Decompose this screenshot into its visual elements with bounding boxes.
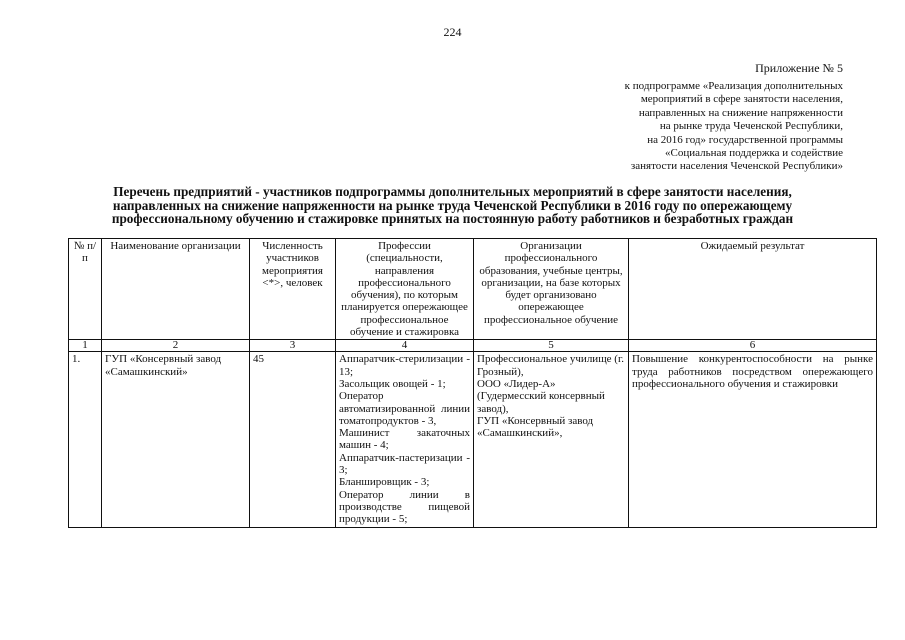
row-professions: [336, 352, 474, 527]
header-organization: Наименование организации: [102, 239, 250, 340]
row-num: 1.: [69, 352, 102, 527]
appendix-title: Приложение № 5: [755, 61, 843, 75]
appendix-subtitle-line: на 2016 год» государственной программы: [647, 133, 843, 146]
column-number: 2: [102, 340, 250, 352]
row-participants: 45: [250, 352, 336, 527]
appendix-subtitle: [513, 80, 843, 174]
table-header-row: [69, 239, 877, 340]
training-org-item: ГУП «Консервный завод «Самашкинский»,: [477, 414, 594, 440]
heading-line: направленных на снижение напряженности на рынке труда Чеченской Республики в 2016 году по опережающему: [112, 197, 793, 213]
profession-item: Аппаратчик-стерилизации - 13;: [339, 353, 470, 378]
appendix-subtitle-line: занятости населения Чеченской Республики»: [630, 160, 843, 173]
appendix-subtitle-line: мероприятий в сфере занятости населения,: [640, 93, 843, 106]
column-number: 1: [69, 340, 102, 352]
header-professions: Профессии (специальности, направления профессионального обучения), по которым планируется опережающее профессиональное обучение и стажировка: [336, 239, 474, 340]
column-number: 4: [336, 340, 474, 352]
page-number: 224: [443, 25, 462, 39]
table-row: [69, 352, 877, 527]
profession-item: Оператор линии в производстве пищевой продукции - 5;: [339, 488, 470, 526]
column-number: 5: [474, 340, 629, 352]
appendix-subtitle-line: к подпрограмме «Реализация дополнительных: [624, 80, 843, 92]
appendix-subtitle-line: направленных на снижение напряженности: [638, 106, 843, 119]
training-org-item: ООО «Лидер-А» (Гудермесский консервный завод),: [477, 377, 605, 415]
column-numbers-row: [69, 340, 877, 352]
heading-line: профессиональному обучению и стажировке принятых на постоянную работу работников и безработных граждан: [111, 211, 794, 227]
row-organization: ГУП «Консервный завод «Самашкинский»: [102, 352, 250, 527]
header-num: № п/п: [69, 239, 102, 340]
enterprises-table: [68, 238, 877, 528]
profession-item: Аппаратчик-пастеризации - 3;: [339, 451, 470, 477]
column-number: 3: [250, 340, 336, 352]
header-training-orgs: Организации профессионального образования, учебные центры, организации, на базе которых будет организовано опережающее профессиональное обучение: [474, 239, 629, 340]
row-result: Повышение конкурентоспособности на рынке труда работников посредством опережающего профессионального обучения и стажировки: [629, 352, 877, 527]
profession-item: Машинист закаточных машин - 4;: [339, 427, 470, 452]
appendix-subtitle-line: «Социальная поддержка и содействие: [665, 147, 843, 160]
header-result: Ожидаемый результат: [629, 239, 877, 340]
heading-line: Перечень предприятий - участников подпрограммы дополнительных мероприятий в сфере занятости населения,: [113, 184, 792, 199]
header-participants: Численность участников мероприятия <*>, человек: [250, 239, 336, 340]
profession-item: Бланшировщик - 3;: [339, 476, 430, 489]
profession-item: Засольщик овощей - 1;: [339, 377, 446, 390]
column-number: 6: [629, 340, 877, 352]
row-training-orgs: [474, 352, 629, 527]
document-heading: [50, 185, 855, 226]
training-org-item: Профессиональное училище (г. Грозный),: [477, 353, 624, 378]
profession-item: Оператор автоматизированной линии томатопродуктов - 3,: [339, 390, 470, 427]
appendix-subtitle-line: на рынке труда Чеченской Республики,: [659, 120, 843, 133]
